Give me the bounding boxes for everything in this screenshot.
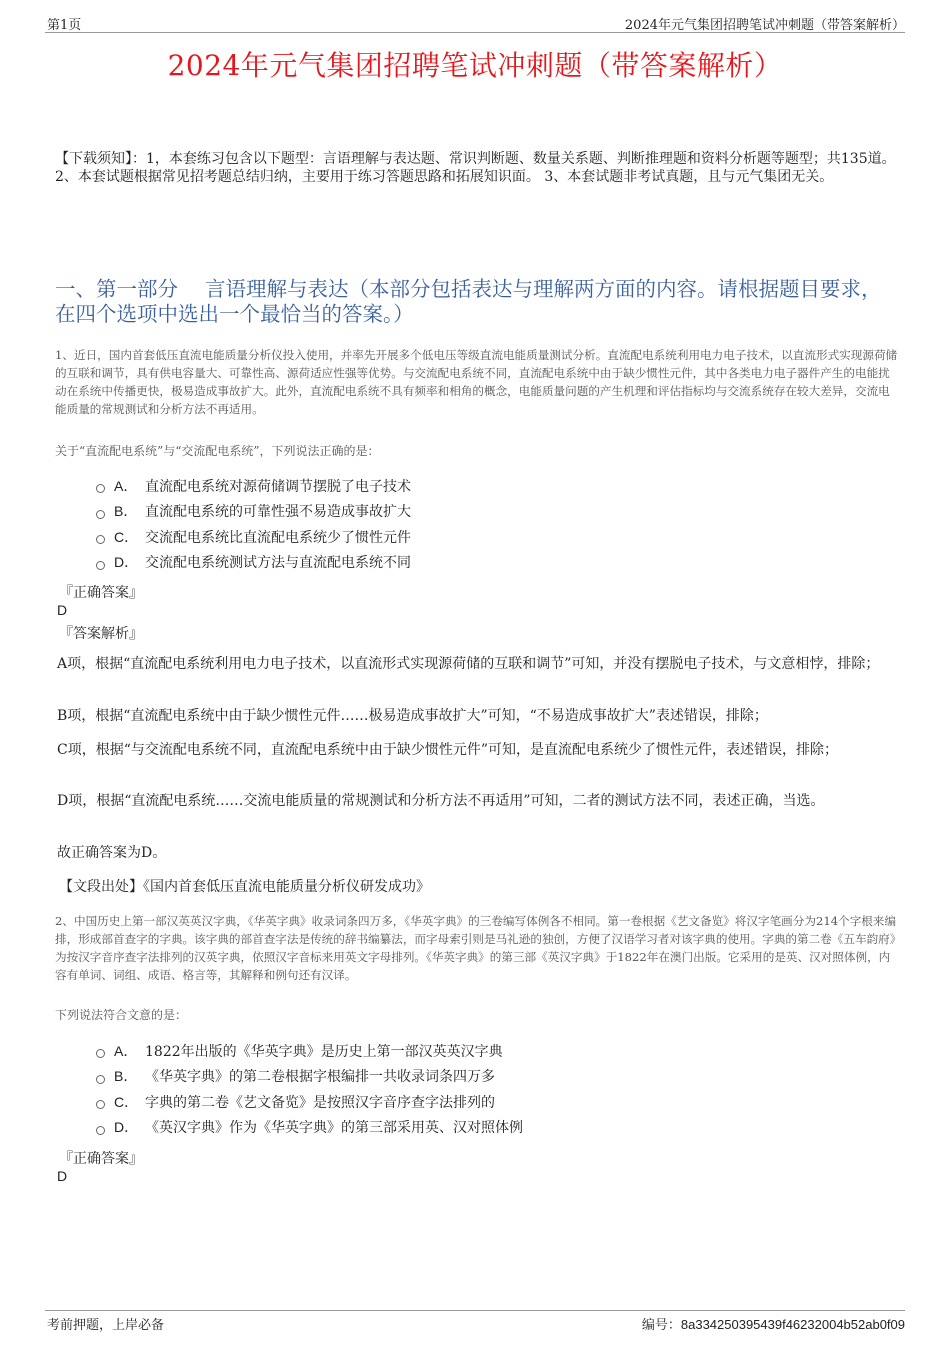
- q2-option-a[interactable]: A． 1822年出版的《华英字典》是历史上第一部汉英英汉字典: [96, 1038, 523, 1064]
- q1-source: 【文段出处】《国内首套低压直流电能质量分析仪研发成功》: [59, 879, 430, 895]
- q2-correct-answer: D: [57, 1168, 68, 1184]
- q2-option-b[interactable]: B． 《华英字典》的第二卷根据字根编排一共收录词条四万多: [96, 1064, 523, 1090]
- radio-icon[interactable]: [96, 561, 105, 570]
- q1-stem: 关于“直流配电系统”与“交流配电系统”，下列说法正确的是：: [55, 444, 380, 458]
- radio-icon[interactable]: [96, 1126, 105, 1135]
- radio-icon[interactable]: [96, 535, 105, 544]
- q1-option-a[interactable]: A． 直流配电系统对源荷储调节摆脱了电子技术: [96, 473, 411, 499]
- q1-passage: 1、近日，国内首套低压直流电能质量分析仪投入使用，并率先开展多个低电压等级直流电能质量测试分析。直流配电系统利用电力电子技术，以直流形式实现源荷储的互联和调节，具有供电容量大、可靠性高、源荷适应性强等优势。与交流配电系统不同，直流配电系统中由于缺少惯性元件，其中各类电力电子器件产生的电能扰动在系统中传播更快，极易造成事故扩大。此外，直流配电系统不具有频率和相角的概念，电能质量问题的产生机理和评估指标均与交流系统存在较大差异，交流电能质量的常规测试和分析方法不再适用。: [55, 348, 898, 416]
- document-title: 2024年元气集团招聘笔试冲刺题（带答案解析）: [167, 49, 783, 82]
- radio-icon[interactable]: [96, 1075, 105, 1084]
- q1-analysis-b: B项，根据“直流配电系统中由于缺少惯性元件……极易造成事故扩大”可知，“不易造成事故扩大”表述错误，排除；: [57, 708, 768, 724]
- q1-analysis-c: C项，根据“与交流配电系统不同，直流配电系统中由于缺少惯性元件”可知，是直流配电系统少了惯性元件，表述错误，排除；: [57, 742, 839, 758]
- radio-icon[interactable]: [96, 1100, 105, 1109]
- q1-options: [96, 473, 411, 575]
- radio-icon[interactable]: [96, 484, 105, 493]
- page-number: 第1页: [47, 18, 82, 33]
- radio-icon[interactable]: [96, 1049, 105, 1058]
- q1-correct-answer-label: 『正确答案』: [59, 585, 143, 601]
- q1-analysis-label: 『答案解析』: [59, 626, 143, 642]
- footer-document-code: [642, 1314, 905, 1333]
- q1-option-c[interactable]: C． 交流配电系统比直流配电系统少了惯性元件: [96, 524, 411, 550]
- footer-divider: [45, 1310, 905, 1311]
- q1-correct-answer: D: [57, 602, 68, 618]
- running-header-title: 2024年元气集团招聘笔试冲刺题（带答案解析）: [624, 18, 905, 33]
- q1-analysis-d: D项，根据“直流配电系统……交流电能质量的常规测试和分析方法不再适用”可知，二者的测试方法不同，表述正确，当选。: [57, 793, 825, 809]
- q2-stem: 下列说法符合文意的是：: [55, 1008, 188, 1022]
- header-divider: [45, 32, 905, 33]
- q2-option-d[interactable]: D． 《英汉字典》作为《华英字典》的第三部采用英、汉对照体例: [96, 1115, 523, 1141]
- footer-code-value: 8a334250395439f46232004b52ab0f09: [680, 1317, 905, 1332]
- q1-analysis-a: A项，根据“直流配电系统利用电力电子技术，以直流形式实现源荷储的互联和调节”可知，并没有摆脱电子技术，与文意相悖，排除；: [57, 656, 880, 672]
- footer-slogan: 考前押题，上岸必备: [47, 1318, 165, 1333]
- footer-code-label: 编号：: [641, 1318, 681, 1333]
- radio-icon[interactable]: [96, 510, 105, 519]
- q2-options: [96, 1038, 523, 1140]
- q2-passage: 2、中国历史上第一部汉英英汉字典，《华英字典》收录词条四万多，《华英字典》的三卷编写体例各不相同。第一卷根据《艺文备览》将汉字笔画分为214个字根来编排，形成部首查字的字典。该字典的部首查字法是传统的辞书编纂法，而字母索引则是马礼逊的独创，方便了汉语学习者对该字典的使用。字典的第二卷《五车韵府》为按汉字音序查字法排列的汉英字典，依照汉字音标来用英文字母排列。《华英字典》的第三部《英汉字典》于1822年在澳门出版。它采用的是英、汉对照体例，内容有单词、词组、成语、格言等，其解释和例句还有汉译。: [55, 914, 897, 982]
- q2-option-c[interactable]: C． 字典的第二卷《艺文备览》是按照汉字音序查字法排列的: [96, 1089, 523, 1115]
- section-heading: 一、第一部分 言语理解与表达（本部分包括表达与理解两方面的内容。请根据题目要求，在四个选项中选出一个最恰当的答案。）: [55, 277, 882, 326]
- q1-option-b[interactable]: B． 直流配电系统的可靠性强不易造成事故扩大: [96, 499, 411, 525]
- download-notice: 【下载须知】：1，本套练习包含以下题型：言语理解与表达题、常识判断题、数量关系题、判断推理题和资料分析题等题型；共135道。 2、本套试题根据常见招考题总结归纳，主要用于练习答题思路和拓展知识面。 3、本套试题非考试真题，且与元气集团无关。: [55, 151, 896, 185]
- q1-conclusion: 故正确答案为D。: [57, 845, 167, 861]
- q1-option-d[interactable]: D． 交流配电系统测试方法与直流配电系统不同: [96, 550, 411, 576]
- q2-correct-answer-label: 『正确答案』: [59, 1151, 143, 1167]
